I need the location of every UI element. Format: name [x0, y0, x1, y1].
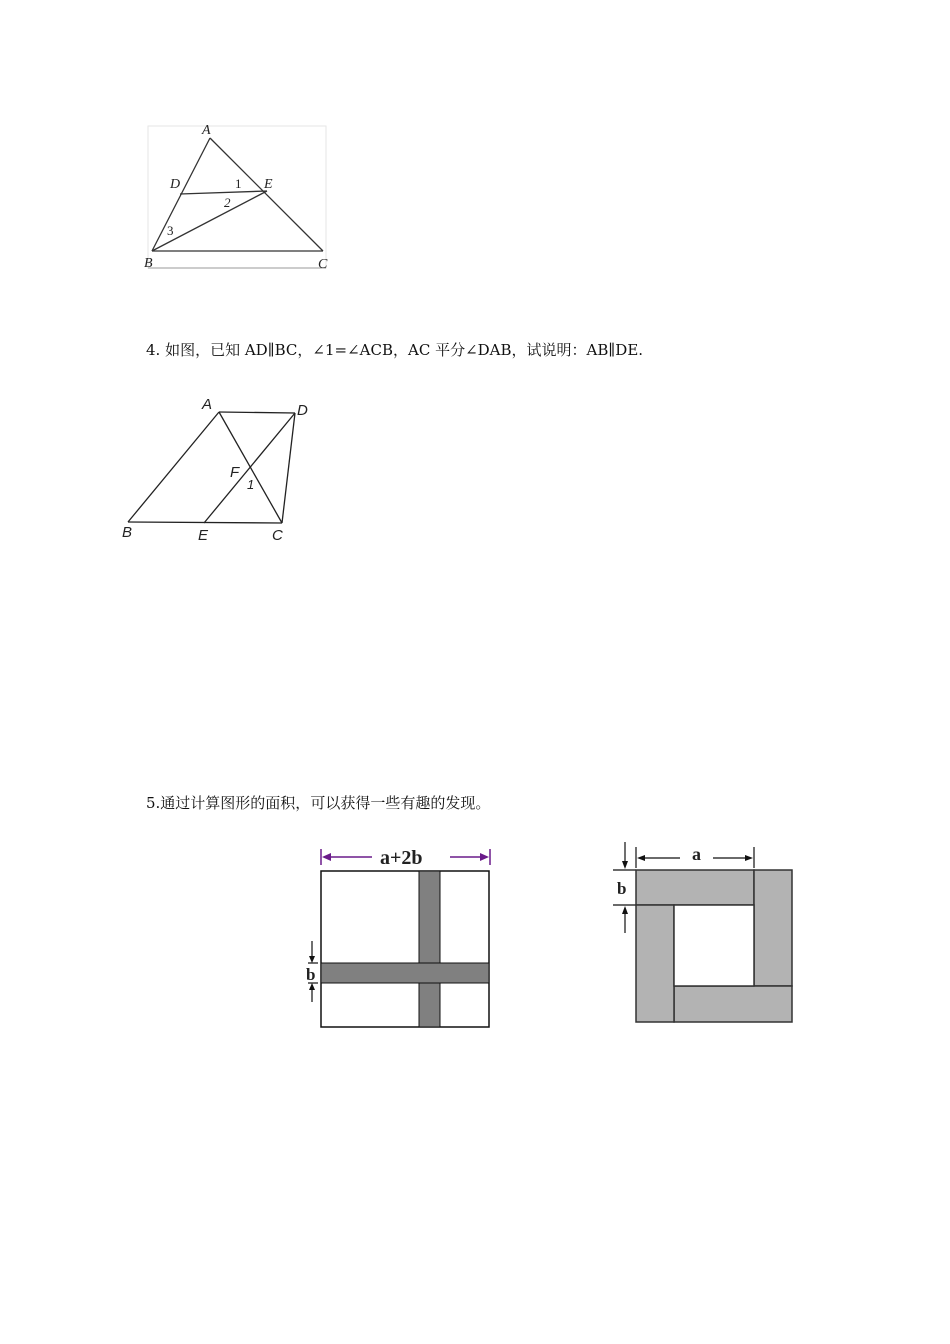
label-d: D — [170, 177, 181, 192]
angle-1-label: 1 — [235, 176, 242, 191]
side-ab — [128, 412, 219, 522]
road-intersection — [420, 964, 440, 983]
horizontal-road — [321, 963, 489, 983]
label-e: E — [264, 177, 273, 192]
road-width-label: b — [306, 965, 316, 984]
segment-de — [204, 413, 295, 523]
left-rectangle — [636, 905, 674, 1022]
figure-border — [148, 126, 326, 268]
triangle-figure — [140, 120, 340, 275]
label-f: F — [230, 464, 240, 481]
question-5-text: 5.通过计算图形的面积，可以获得一些有趣的发现。 — [146, 794, 491, 812]
width-label: a — [692, 844, 701, 864]
angle-2-label: 2 — [224, 195, 231, 210]
label-b: B — [122, 524, 133, 541]
label-a: A — [202, 396, 213, 413]
angle-3-label: 3 — [167, 223, 174, 238]
outer-square — [321, 871, 489, 1027]
thickness-label: b — [617, 879, 627, 898]
frame-figure — [605, 838, 805, 1033]
label-d: D — [297, 402, 308, 419]
vertical-road — [419, 871, 440, 1027]
inner-square — [674, 905, 754, 986]
side-dc — [282, 413, 295, 523]
label-a: A — [202, 123, 211, 138]
label-c: C — [318, 257, 328, 272]
trapezoid-figure — [118, 392, 328, 547]
segment-be — [152, 191, 267, 251]
question-4-text: 4. 如图，已知 AD∥BC，∠1=∠ACB，AC 平分∠DAB，试说明：AB∥DE. — [146, 341, 644, 359]
label-e: E — [198, 527, 209, 544]
cross-road-figure — [300, 842, 500, 1037]
bottom-rectangle — [674, 986, 792, 1022]
right-rectangle — [754, 870, 792, 986]
label-b: B — [144, 256, 153, 271]
angle-1-label: 1 — [247, 477, 255, 492]
segment-de — [180, 191, 267, 194]
side-ad — [219, 412, 295, 413]
width-label: a+2b — [380, 847, 423, 869]
label-c: C — [272, 527, 283, 544]
top-rectangle — [636, 870, 754, 905]
